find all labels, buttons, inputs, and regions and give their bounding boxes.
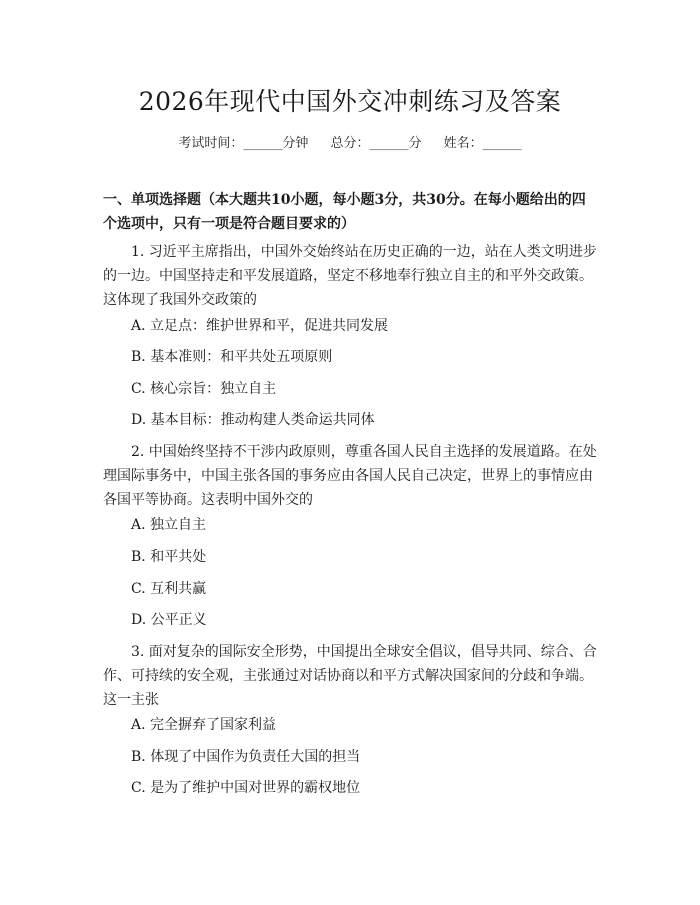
question-3-option-a: A. 完全摒弃了国家利益	[131, 717, 277, 733]
question-3-option-b: B. 体现了中国作为负责任大国的担当	[131, 749, 361, 765]
section-heading	[103, 188, 600, 236]
question-1-stem: 1. 习近平主席指出，中国外交始终站在历史正确的一边，站在人类文明进步的一边。中国坚持走和平发展道路，坚定不移地奉行独立自主的和平外交政策。这体现了我国外交政策的	[103, 244, 597, 308]
question-1-option-d: D. 基本目标：推动构建人类命运共同体	[131, 412, 375, 428]
question-2-stem: 2. 中国始终坚持不干涉内政原则，尊重各国人民自主选择的发展道路。在处理国际事务中，中国主张各国的事务应由各国人民自己决定，世界上的事情应由各国平等协商。这表明中国外交的	[103, 444, 597, 508]
exam-meta	[0, 132, 700, 151]
page-title: 2026年现代中国外交冲刺练习及答案	[138, 87, 562, 116]
question-1-option-a: A. 立足点：维护世界和平，促进共同发展	[131, 318, 389, 334]
exam-time: 考试时间：______分钟	[178, 136, 309, 151]
question-1-option-c: C. 核心宗旨：独立自主	[131, 381, 277, 397]
question-2-option-d: D. 公平正义	[131, 612, 207, 628]
question-2-option-b: B. 和平共处	[131, 549, 207, 565]
question-2-option-c: C. 互利共赢	[131, 581, 207, 597]
question-2-option-a: A. 独立自主	[131, 517, 207, 533]
question-3-stem: 3. 面对复杂的国际安全形势，中国提出全球安全倡议，倡导共同、综合、合作、可持续的安全观，主张通过对话协商以和平方式解决国家间的分歧和争端。这一主张	[103, 644, 597, 708]
section-heading-line2: 个选项中，只有一项是符合题目要求的）	[103, 216, 355, 232]
section-heading-line1: 一、单项选择题（本大题共10小题，每小题3分，共30分。在每小题给出的四	[103, 192, 586, 208]
question-1-option-b: B. 基本准则：和平共处五项原则	[131, 349, 333, 365]
question-3-option-c: C. 是为了维护中国对世界的霸权地位	[131, 780, 361, 796]
exam-score: 总分：______分	[330, 136, 422, 151]
exam-name: 姓名：______	[443, 136, 522, 151]
